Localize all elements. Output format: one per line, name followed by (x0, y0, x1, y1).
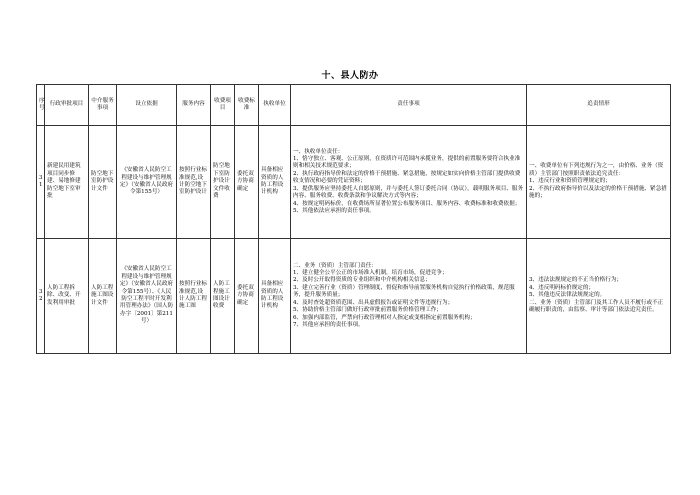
row-fee-item: 人防工程施工图设计收费 (211, 239, 235, 354)
header-fee-standard: 收费标准 (235, 85, 259, 126)
row-service: 人防工程施工图设计文件 (89, 239, 117, 354)
header-service: 中介服务事项 (89, 85, 117, 126)
row-service: 防空地下室防护设计文件 (89, 126, 117, 239)
row-fee-item: 防空地下室防护设计文件收费 (211, 126, 235, 239)
table-row (37, 126, 671, 239)
row-accountability: 3、违法法规规定的不正当价格行为； 4、违反明码标价规定的； 5、其他违反法律法规规定的。 二、业务（资质）主管部门及其工作人员不履行或不正确履行职责的，由监察、审计等部门依法追究责任。 (527, 239, 671, 354)
header-content: 服务内容 (177, 85, 211, 126)
header-fee-item: 收费项目 (211, 85, 235, 126)
header-unit: 执收单位 (259, 85, 291, 126)
row-unit: 具备相应资质的人防工程设计机构 (259, 239, 291, 354)
row-project: 人防工程拆除、改变、开发利用审批 (45, 239, 89, 354)
row-content: 按照行业标准规范,设计人防工程施工图 (177, 239, 211, 354)
row-project: 新建民用建筑项目同步修建、易地修建防空地下室审批 (45, 126, 89, 239)
row-basis: 《安徽省人民防空工程建设与维护管理规定》（安徽省人民政府令第155号） (117, 126, 177, 239)
table-header-row (37, 85, 671, 126)
header-accountability: 追责情形 (527, 85, 671, 126)
header-seq: 序号 (37, 85, 45, 126)
row-basis: 《安徽省人民防空工程建设与维护管理规定》（安徽省人民政府令第155号）、《人民防空工程平时开发利用管理办法》（国人防办字〔2001〕第211号） (117, 239, 177, 354)
table-row (37, 239, 671, 354)
header-project: 行政审批项目 (45, 85, 89, 126)
responsibility-table (36, 84, 671, 354)
row-duties: 一、执收单位责任： 1、恪守独立、客观、公正原则，在资质许可范围内承揽业务，提供的前置服务要符合执业准则和相关技术规范要求； 2、执行政府指导价和法定的价格干预措施、紧急措施，按规定如实向价格主管部门提供收费收支情况和必要的凭证资料； 3、提供服务应坚持委托人自愿原则，并与委托人签订委托合同（协议），载明服务项目、服务内容、服务收费、收费条款和争议解决方式等内容； 4、按规定明码标价，在收费场所显著位置公布服务项目、服务内容、收费标准和收费依据； 5、其他依法应承担的责任事项。 (291, 126, 527, 239)
header-duties: 责任事项 (291, 85, 527, 126)
row-duties: 二、业务（资质）主管部门责任： 1、建立健全公平公正的市场准入机制，培育市场，促进竞争； 2、及时公开取得资质的专业组织和中介机构相关信息； 3、建立完善行业（资质）管理制度，督促和指导前置服务机构自觉执行价格政策，规范服务，提升服务质量； 4、及时查处超资质范围、出具虚假报告或证明文件等违规行为； 5、协助价格主管部门做好行政审批前置服务价格管理工作； 6、加强内部监管，严禁向行政管理相对人指定或变相指定前置服务机构； 7、其他应承担的责任事项。 (291, 239, 527, 354)
row-fee-standard: 委托双方协商确定 (235, 239, 259, 354)
page-title: 十、县人防办 (321, 71, 379, 81)
row-seq: 3 2 (37, 239, 45, 354)
row-content: 按照行业标准规范,设计防空地下室防护设计 (177, 126, 211, 239)
header-basis: 设立依据 (117, 85, 177, 126)
row-accountability: 一、收费单位有下列违规行为之一，由价格、业务（资质）主管部门按照职责依法追究责任： 1、违反行业和资质管理规定的； 2、不执行政府指导价以及法定的价格干预措施、紧急措施的； (527, 126, 671, 239)
row-seq: 3 1 (37, 126, 45, 239)
row-fee-standard: 委托双方协商确定 (235, 126, 259, 239)
row-unit: 具备相应资质的人防工程设计机构 (259, 126, 291, 239)
